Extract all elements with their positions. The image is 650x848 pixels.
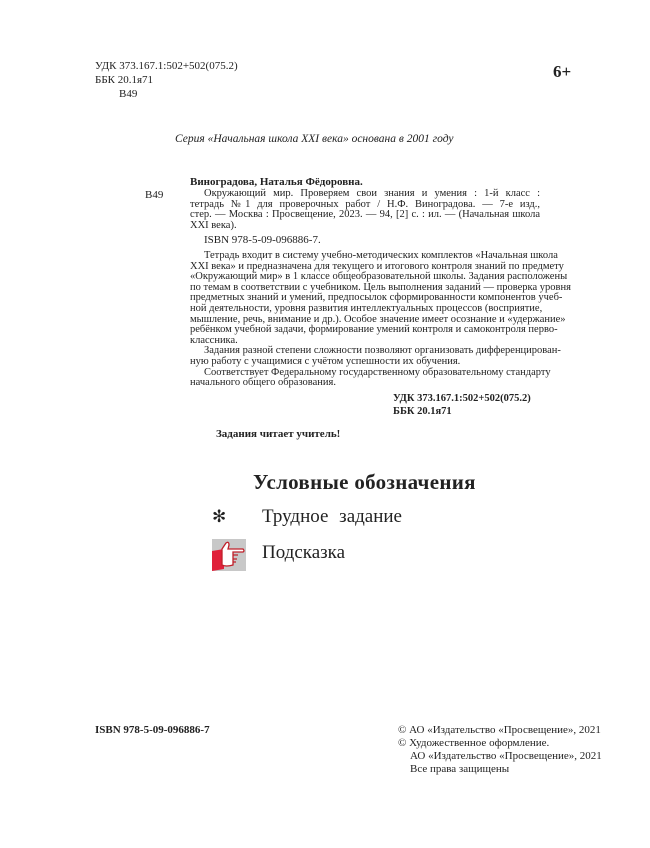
legend-label-difficult: Трудное задание — [262, 506, 402, 527]
catalog-isbn: ISBN 978-5-09-096886-7. — [204, 234, 321, 246]
catalog-bbk: ББК 20.1я71 — [393, 406, 452, 417]
annotation-line: Соответствует Федеральному государственному образовательному стандарту — [204, 366, 551, 378]
description-line: XXI века). — [190, 219, 237, 231]
annotation-line: XXI века» и предназначена для текущего и итогового контроля знаний по предмету — [190, 260, 564, 272]
annotation-line: по темам в соответствии с учебником. Цель выполнения заданий — проверка уровня — [190, 281, 571, 293]
pointing-hand-icon — [212, 539, 246, 571]
annotation-line: Задания разной степени сложности позволяют организовать дифференцирован- — [204, 345, 561, 357]
annotation-line: Тетрадь входит в систему учебно-методических комплектов «Начальная школа — [204, 250, 558, 261]
description-line: Окружающий мир. Проверяем свои знания и умения : 1-й класс : — [204, 188, 540, 199]
annotation-line: «Окружающий мир» в 1 классе общеобразовательной школы. Задания расположены — [190, 271, 568, 283]
series-note: Серия «Начальная школа XXI века» основана в 2001 году — [175, 133, 454, 145]
catalog-author: Виноградова, Наталья Фёдоровна. — [190, 176, 363, 188]
catalog-description — [190, 189, 540, 231]
copyright-line: © Художественное оформление. — [398, 737, 550, 749]
annotation-line: начального общего образования. — [190, 377, 336, 389]
header-bbk: ББК 20.1я71 — [95, 74, 154, 86]
annotation-line: ребёнком учебной задачи, формирование умений контроля и самоконтроля перво- — [190, 324, 558, 336]
annotation-line: предметных знаний и умений, предпосылок сформированности компонентов учеб- — [190, 292, 563, 304]
annotation-line: классника. — [190, 334, 238, 346]
asterisk-icon: ✻ — [212, 507, 227, 526]
copyright-line: © АО «Издательство «Просвещение», 2021 — [398, 724, 601, 736]
catalog-code: В49 — [145, 189, 164, 201]
legend-title: Условные обозначения — [253, 470, 476, 494]
header-code: В49 — [119, 88, 138, 100]
description-line: тетрадь №1 для проверочных работ / Н.Ф. Виноградова. — 7-е изд., — [190, 198, 540, 210]
copyright-line: АО «Издательство «Просвещение», 2021 — [410, 750, 602, 762]
age-rating: 6+ — [553, 62, 572, 81]
annotation-line: ную работу с учащимися с учётом успешности их обучения. — [190, 355, 461, 367]
legend-label-hint: Подсказка — [262, 542, 346, 563]
annotation-line: ной деятельности, уровня развития интеллектуальных процессов (восприятие, — [190, 302, 543, 314]
teacher-note: Задания читает учитель! — [216, 428, 341, 440]
annotation-line: мышление, речь, внимание и др.). Особое значение имеет осознание и «удержание» — [190, 313, 566, 325]
description-line: стер. — Москва : Просвещение, 2023. — 94, [2] с. : ил. — (Начальная школа — [190, 209, 540, 221]
catalog-udk: УДК 373.167.1:502+502(075.2) — [393, 393, 531, 404]
header-udk: УДК 373.167.1:502+502(075.2) — [95, 60, 238, 72]
annotation — [190, 250, 571, 389]
copyright-line: Все права защищены — [410, 763, 510, 775]
footer-isbn: ISBN 978-5-09-096886-7 — [95, 724, 210, 736]
